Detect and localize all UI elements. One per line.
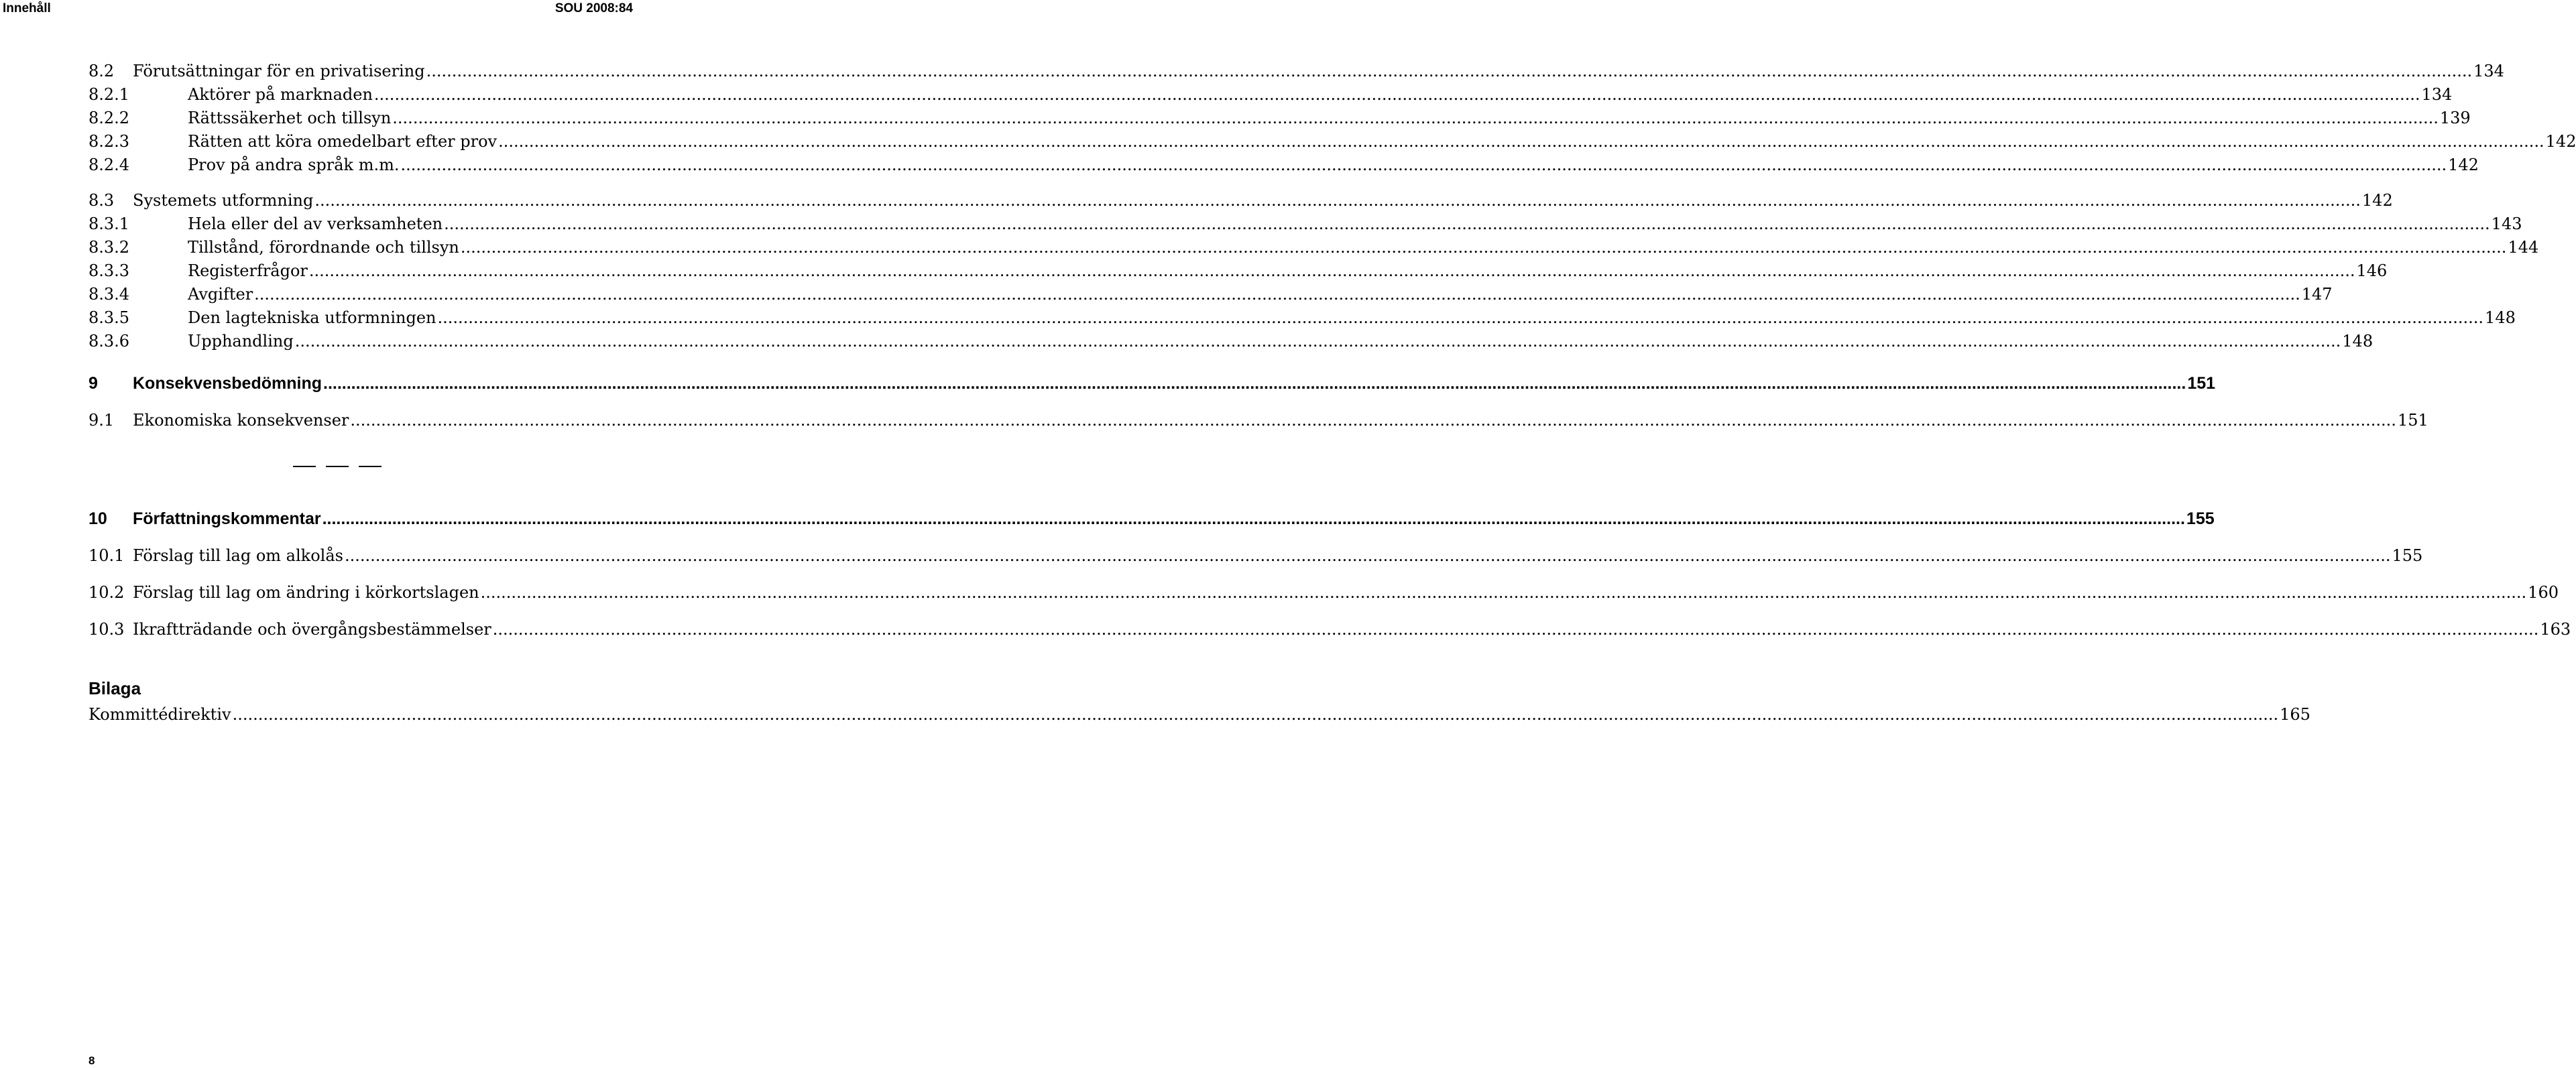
toc-entry-title: Registerfrågor (188, 261, 308, 280)
toc-entry-title: Förslag till lag om alkolås (133, 546, 343, 565)
toc-entry-page: 142 (2545, 132, 2576, 151)
toc-leader-dots: ................................................................................................................................................................................................................................................................................................................................................................................................................ (437, 308, 2484, 327)
toc-leader-dots: ................................................................................................................................................................................................................................................................................................................................................................................................................ (294, 332, 2341, 351)
toc-entry (89, 546, 2423, 565)
toc-leader-dots: ................................................................................................................................................................................................................................................................................................................................................................................................................ (323, 374, 2186, 393)
toc-entry-title: Förslag till lag om ändring i körkortslagen (133, 583, 479, 602)
toc-entry-page: 144 (2508, 238, 2539, 257)
toc-entry-title: Tillstånd, förordnande och tillsyn (188, 238, 459, 257)
running-header-publication: SOU 2008:84 (554, 1, 633, 15)
toc-entry (89, 705, 2310, 724)
toc-entry (89, 132, 2576, 151)
toc-entry-title: Aktörer på marknaden (188, 85, 373, 104)
divider-dash (326, 466, 349, 467)
page-number: 8 (89, 1054, 95, 1067)
divider-dash (359, 466, 382, 467)
toc-entry-number: 8.2 (89, 62, 115, 80)
toc-entry-page: 143 (2491, 214, 2522, 233)
toc-leader-dots: ................................................................................................................................................................................................................................................................................................................................................................................................................ (400, 155, 2447, 174)
toc-entry-number: 10.3 (89, 620, 125, 639)
toc-entry-title: Rättssäkerhet och tillsyn (188, 109, 392, 127)
toc-entry-page: 165 (2280, 705, 2310, 724)
toc-entry-number: 8.3.3 (89, 261, 130, 280)
toc-entry (89, 509, 2215, 529)
divider-dash (293, 466, 316, 467)
toc-entry-title: Hela eller del av verksamheten (188, 214, 443, 233)
section-divider (293, 466, 382, 474)
toc-entry-title: Prov på andra språk m.m. (188, 155, 400, 174)
toc-entry-number: 10.1 (89, 546, 125, 565)
toc-entry-title: Författningskommentar (133, 509, 321, 528)
toc-entry (89, 155, 2479, 174)
toc-entry-page: 148 (2342, 332, 2374, 351)
toc-entry-title: Konsekvensbedömning (133, 374, 322, 393)
appendix-heading: Bilaga (89, 678, 141, 698)
toc-entry-title: Förutsättningar för en privatisering (133, 62, 425, 80)
toc-entry (89, 191, 2393, 210)
toc-entry-number: 9 (89, 374, 98, 393)
toc-entry-title: Den lagtekniska utformningen (188, 308, 436, 327)
toc-entry (89, 109, 2471, 127)
toc-entry-page: 146 (2356, 261, 2388, 280)
toc-leader-dots: ................................................................................................................................................................................................................................................................................................................................................................................................................ (344, 546, 2391, 565)
toc-leader-dots: ................................................................................................................................................................................................................................................................................................................................................................................................................ (350, 411, 2396, 430)
toc-entry-page: 134 (2421, 85, 2453, 104)
toc-entry (89, 411, 2428, 430)
toc-entry-number: 8.3.6 (89, 332, 130, 351)
toc-entry-title: Avgifter (188, 285, 253, 304)
toc-entry-page: 148 (2485, 308, 2516, 327)
toc-entry-page: 160 (2528, 583, 2559, 602)
toc-entry-number: 8.2.3 (89, 132, 130, 151)
toc-leader-dots: ................................................................................................................................................................................................................................................................................................................................................................................................................ (444, 214, 2490, 233)
toc-entry-number: 8.2.2 (89, 109, 130, 127)
toc-leader-dots: ................................................................................................................................................................................................................................................................................................................................................................................................................ (426, 62, 2473, 80)
toc-entry-title: Ekonomiska konsekvenser (133, 411, 349, 430)
toc-entry (89, 332, 2374, 351)
toc-entry (89, 285, 2333, 304)
toc-entry-number: 8.3.2 (89, 238, 130, 257)
toc-leader-dots: ................................................................................................................................................................................................................................................................................................................................................................................................................ (373, 85, 2420, 104)
toc-leader-dots: ................................................................................................................................................................................................................................................................................................................................................................................................................ (254, 285, 2300, 304)
toc-entry-title: Kommittédirektiv (89, 705, 231, 724)
toc-leader-dots: ................................................................................................................................................................................................................................................................................................................................................................................................................ (314, 191, 2361, 210)
toc-entry-number: 10 (89, 509, 107, 528)
toc-entry (89, 308, 2516, 327)
toc-entry (89, 238, 2539, 257)
running-header-section: Innehåll (3, 1, 51, 15)
toc-leader-dots: ................................................................................................................................................................................................................................................................................................................................................................................................................ (460, 238, 2507, 257)
toc-leader-dots: ................................................................................................................................................................................................................................................................................................................................................................................................................ (308, 261, 2355, 280)
toc-leader-dots: ................................................................................................................................................................................................................................................................................................................................................................................................................ (480, 583, 2527, 602)
toc-leader-dots: ................................................................................................................................................................................................................................................................................................................................................................................................................ (492, 620, 2539, 639)
toc-entry-number: 8.3.1 (89, 214, 130, 233)
toc-leader-dots: ................................................................................................................................................................................................................................................................................................................................................................................................................ (322, 509, 2185, 528)
toc-entry-page: 151 (2187, 374, 2216, 393)
toc-entry-title: Ikraftträdande och övergångsbestämmelser (133, 620, 491, 639)
toc-entry-page: 147 (2301, 285, 2333, 304)
toc-leader-dots: ................................................................................................................................................................................................................................................................................................................................................................................................................ (498, 132, 2544, 151)
toc-entry-page: 155 (2392, 546, 2423, 565)
toc-entry-title: Upphandling (188, 332, 294, 351)
toc-entry-number: 8.3.5 (89, 308, 130, 327)
toc-entry (89, 374, 2216, 393)
toc-entry-title: Rätten att köra omedelbart efter prov (188, 132, 497, 151)
toc-entry-number: 9.1 (89, 411, 115, 430)
toc-entry-page: 155 (2186, 509, 2215, 528)
toc-entry-page: 163 (2540, 620, 2571, 639)
toc-entry-title: Systemets utformning (133, 191, 314, 210)
toc-leader-dots: ................................................................................................................................................................................................................................................................................................................................................................................................................ (392, 109, 2439, 127)
toc-entry (89, 620, 2571, 639)
toc-entry-number: 8.2.1 (89, 85, 130, 104)
toc-entry-number: 8.3 (89, 191, 115, 210)
toc-entry (89, 583, 2559, 602)
toc-entry (89, 85, 2453, 104)
toc-entry-page: 139 (2439, 109, 2471, 127)
toc-entry-number: 8.3.4 (89, 285, 130, 304)
toc-leader-dots: ................................................................................................................................................................................................................................................................................................................................................................................................................ (232, 705, 2279, 724)
toc-entry-page: 142 (2361, 191, 2393, 210)
toc-entry-number: 8.2.4 (89, 155, 130, 174)
toc-entry-page: 151 (2397, 411, 2428, 430)
toc-entry (89, 261, 2388, 280)
toc-entry-page: 142 (2448, 155, 2479, 174)
toc-entry-page: 134 (2473, 62, 2504, 80)
toc-entry (89, 214, 2522, 233)
toc-entry-number: 10.2 (89, 583, 125, 602)
toc-entry (89, 62, 2504, 80)
